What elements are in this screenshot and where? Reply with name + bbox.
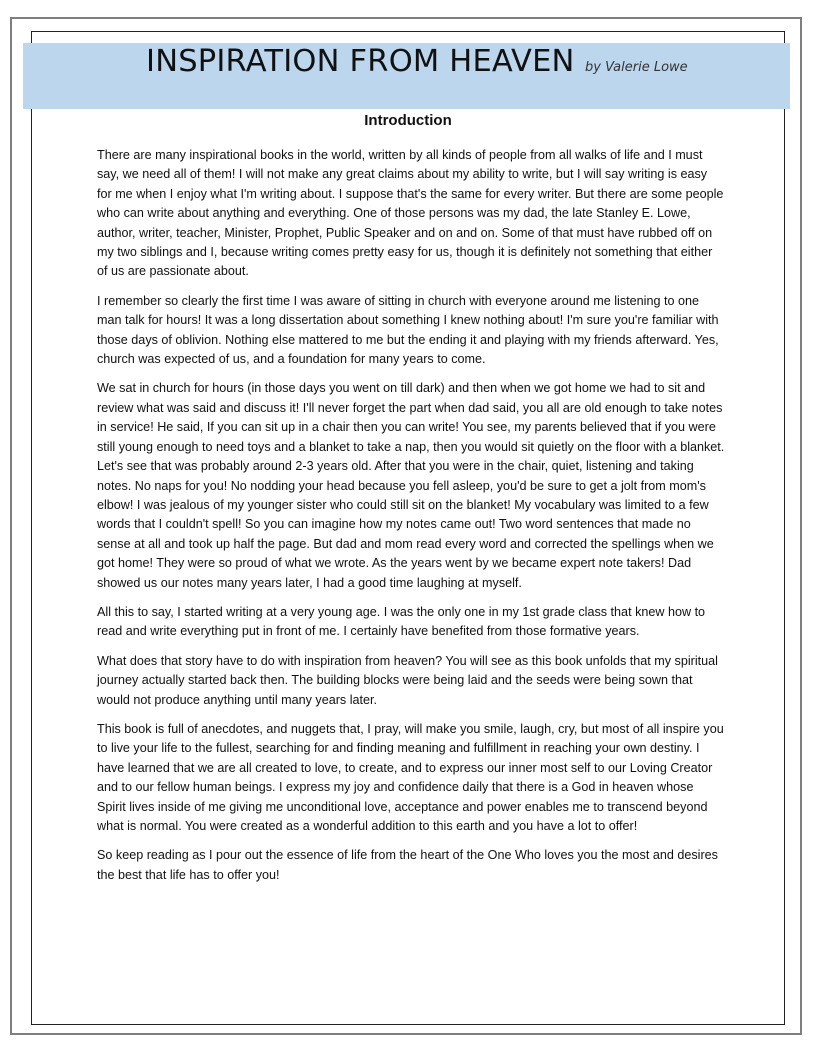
paragraph: What does that story have to do with inspiration from heaven? You will see as this book unfolds that my spiritual journey actually started back then. The building blocks were being laid and the seeds were being sown that would not produce anything until many years later.	[97, 653, 718, 707]
paragraph: There are many inspirational books in the world, written by all kinds of people from all walks of life and I must say, we need all of them! I will not make any great claims about my ability to write, but I will say writing is easy for me when I enjoy what I'm writing about. I suppose that's the same for every writer. But there are some people who can write about anything and everything. One of those persons was my dad, the late Stanley E. Lowe, author, writer, teacher, Minister, Prophet, Public Speaker and on and on. Some of that must have rubbed off on my two siblings and I, because writing comes pretty easy for us, though it is definitely not something that either of us are passionate about.	[97, 148, 724, 279]
section-heading: Introduction	[364, 112, 452, 129]
paragraph: All this to say, I started writing at a very young age. I was the only one in my 1st grade class that knew how to read and write everything put in front of me. I certainly have benefited from those formative years.	[97, 604, 706, 639]
paragraph: We sat in church for hours (in those days you went on till dark) and then when we got home we had to sit and review what was said and discuss it! I'll never forget the part when dad said, you all are old enough to take notes in service! He said, If you can sit up in a chair then you can write! You see, my parents believed that if you were still young enough to need toys and a blanket to take a nap, then you would sit quietly on the floor with a blanket. Let's see that was probably around 2-3 years old. After that you were in the chair, quiet, listening and taking notes. No naps for you! No nodding your head because you fell asleep, you'd be sure to get a jolt from mom's elbow! I was jealous of my younger sister who could still sit on the blanket! My vocabulary was limited to a few words that I couldn't spell! So you can imagine how my notes came out! Two word sentences that made no sense at all and took up half the page. But dad and mom read every word and corrected the spellings when we got home! They were so proud of what we wrote. As the years went by we became expert note takers! Dad showed us our notes many years later, I had a good time laughing at myself.	[97, 381, 725, 590]
body-text	[97, 146, 725, 895]
document-title: INSPIRATION FROM HEAVEN	[146, 44, 575, 79]
paragraph: So keep reading as I pour out the essence of life from the heart of the One Who loves you the most and desires the best that life has to offer you!	[97, 848, 718, 882]
paragraph: This book is full of anecdotes, and nuggets that, I pray, will make you smile, laugh, cry, but most of all inspire you to live your life to the fullest, searching for and finding meaning and fulfillment in reaching your own destiny. I have learned that we are all created to love, to create, and to express our inner most self to our Loving Creator and to our fellow human beings. I express my joy and confidence daily that there is a God in heaven whose Spirit lives inside of me giving me unconditional love, acceptance and power enables me to transcend beyond what is normal. You were created as a wonderful addition to this earth and you have a lot to offer!	[97, 721, 724, 833]
paragraph: I remember so clearly the first time I was aware of sitting in church with everyone around me listening to one man talk for hours! It was a long dissertation about something I knew nothing about! I'm sure you're familiar with those days of oblivion. Nothing else mattered to me but the ending it and playing with my friends afterward. Yes, church was expected of us, and a foundation for many years to come.	[97, 293, 719, 367]
document-header	[146, 44, 688, 79]
document-author: by Valerie Lowe	[585, 60, 688, 75]
